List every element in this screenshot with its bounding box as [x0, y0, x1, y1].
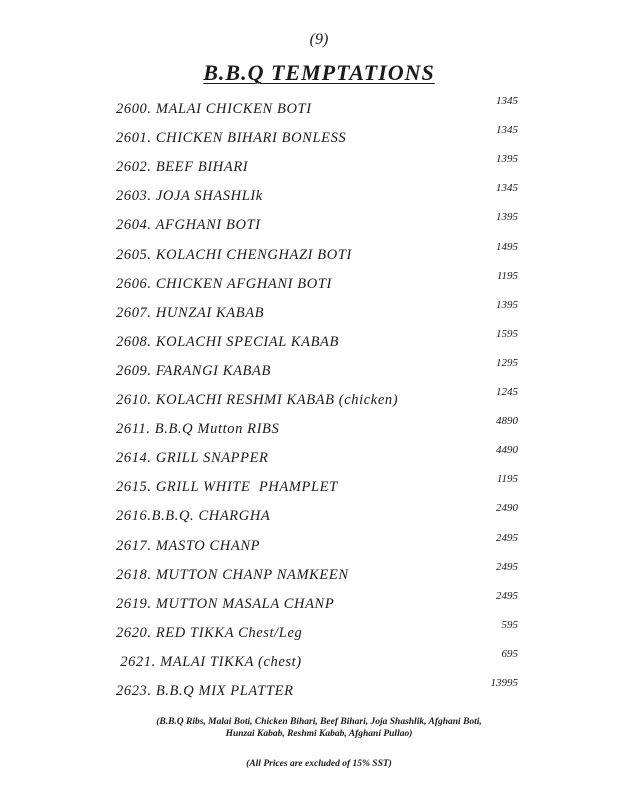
menu-item — [116, 153, 526, 179]
menu-item — [116, 444, 526, 470]
menu-item-name: 2602. BEEF BIHARI — [116, 159, 249, 176]
menu-item-name: 2610. KOLACHI RESHMI KABAB (chicken) — [116, 392, 399, 408]
menu-item-price: 4890 — [496, 415, 518, 428]
menu-item — [116, 240, 526, 267]
menu-item — [116, 356, 526, 383]
menu-item — [116, 327, 526, 354]
menu-item-price: 2495 — [496, 531, 518, 544]
menu-item — [116, 589, 526, 616]
menu-item — [116, 618, 526, 645]
menu-item-price: 1345 — [496, 95, 518, 107]
menu-item-price: 1245 — [496, 386, 518, 398]
menu-item-name: 2601. CHICKEN BIHARI BONLESS — [116, 130, 347, 147]
menu-item-price: 1195 — [496, 269, 518, 282]
menu-item-price: 1395 — [496, 298, 518, 311]
menu-item-name: 2605. KOLACHI CHENGHAZI BOTI — [116, 246, 352, 263]
platter-note-line1: (B.B.Q Ribs, Malai Boti, Chicken Bihari, Beef Bihari, Joja Shashlik, Afghani Boti, — [156, 717, 482, 727]
menu-item-name: 2611. B.B.Q Mutton RIBS — [116, 421, 280, 438]
menu-item — [116, 473, 526, 499]
menu-item-price: 1195 — [496, 473, 518, 486]
menu-item — [116, 677, 526, 703]
menu-item-name: 2623. B.B.Q MIX PLATTER — [116, 683, 294, 699]
platter-note — [0, 716, 638, 740]
page-number: (9) — [309, 31, 329, 48]
menu-item-price: 1295 — [496, 356, 518, 369]
menu-item-price: 595 — [501, 618, 518, 631]
menu-item-price: 695 — [501, 647, 518, 660]
menu-item — [116, 124, 526, 150]
title-text: B.B.Q TEMPTATIONS — [203, 60, 435, 85]
menu-item — [116, 182, 526, 208]
menu-item — [116, 298, 526, 325]
menu-item-name: 2604. AFGHANI BOTI — [116, 217, 261, 234]
menu-item — [116, 95, 526, 121]
menu-item — [116, 415, 526, 441]
menu-item — [116, 386, 526, 412]
menu-item-name: 2607. HUNZAI KABAB — [116, 304, 265, 321]
platter-note-line2: Hunzai Kabab, Reshmi Kabab, Afghani Pullao) — [225, 729, 413, 739]
menu-item-price: 2495 — [496, 560, 518, 573]
menu-item-name: 2616.B.B.Q. CHARGHA — [116, 508, 271, 525]
menu-item-name: 2614. GRILL SNAPPER — [116, 450, 269, 467]
page-title — [0, 60, 638, 86]
menu-item — [116, 269, 526, 296]
menu-item-name: 2606. CHICKEN AFGHANI BOTI — [116, 275, 332, 292]
menu-item-name: 2620. RED TIKKA Chest/Leg — [116, 624, 303, 641]
menu-item-name: 2618. MUTTON CHANP NAMKEEN — [116, 566, 349, 583]
menu-item — [116, 502, 526, 528]
menu-item-name: 2608. KOLACHI SPECIAL KABAB — [116, 333, 339, 350]
menu-item-name: 2621. MALAI TIKKA (chest) — [116, 653, 302, 670]
menu-item-price: 2495 — [496, 589, 518, 602]
menu-item-price: 2490 — [496, 502, 518, 515]
menu-item-name: 2619. MUTTON MASALA CHANP — [116, 595, 335, 612]
menu-item — [116, 647, 526, 674]
menu-item-price: 1495 — [496, 240, 518, 253]
menu-item-price: 1595 — [496, 327, 518, 340]
menu-item — [116, 211, 526, 237]
menu-item — [116, 531, 526, 558]
menu-item-name: 2617. MASTO CHANP — [116, 537, 261, 554]
menu-item-price: 13995 — [490, 677, 518, 689]
menu-item-price: 1345 — [496, 124, 518, 137]
menu-item-name: 2603. JOJA SHASHLIk — [116, 188, 263, 205]
menu-item — [116, 560, 526, 587]
menu-item-price: 4490 — [496, 444, 518, 457]
tax-note: (All Prices are excluded of 15% SST) — [246, 759, 392, 769]
menu-item-price: 1395 — [496, 153, 518, 166]
menu-item-price: 1395 — [496, 211, 518, 224]
menu-item-name: 2615. GRILL WHITE PHAMPLET — [116, 479, 338, 496]
menu-item-name: 2609. FARANGI KABAB — [116, 362, 271, 379]
menu-item-name: 2600. MALAI CHICKEN BOTI — [116, 101, 312, 117]
menu-item-price: 1345 — [496, 182, 518, 195]
